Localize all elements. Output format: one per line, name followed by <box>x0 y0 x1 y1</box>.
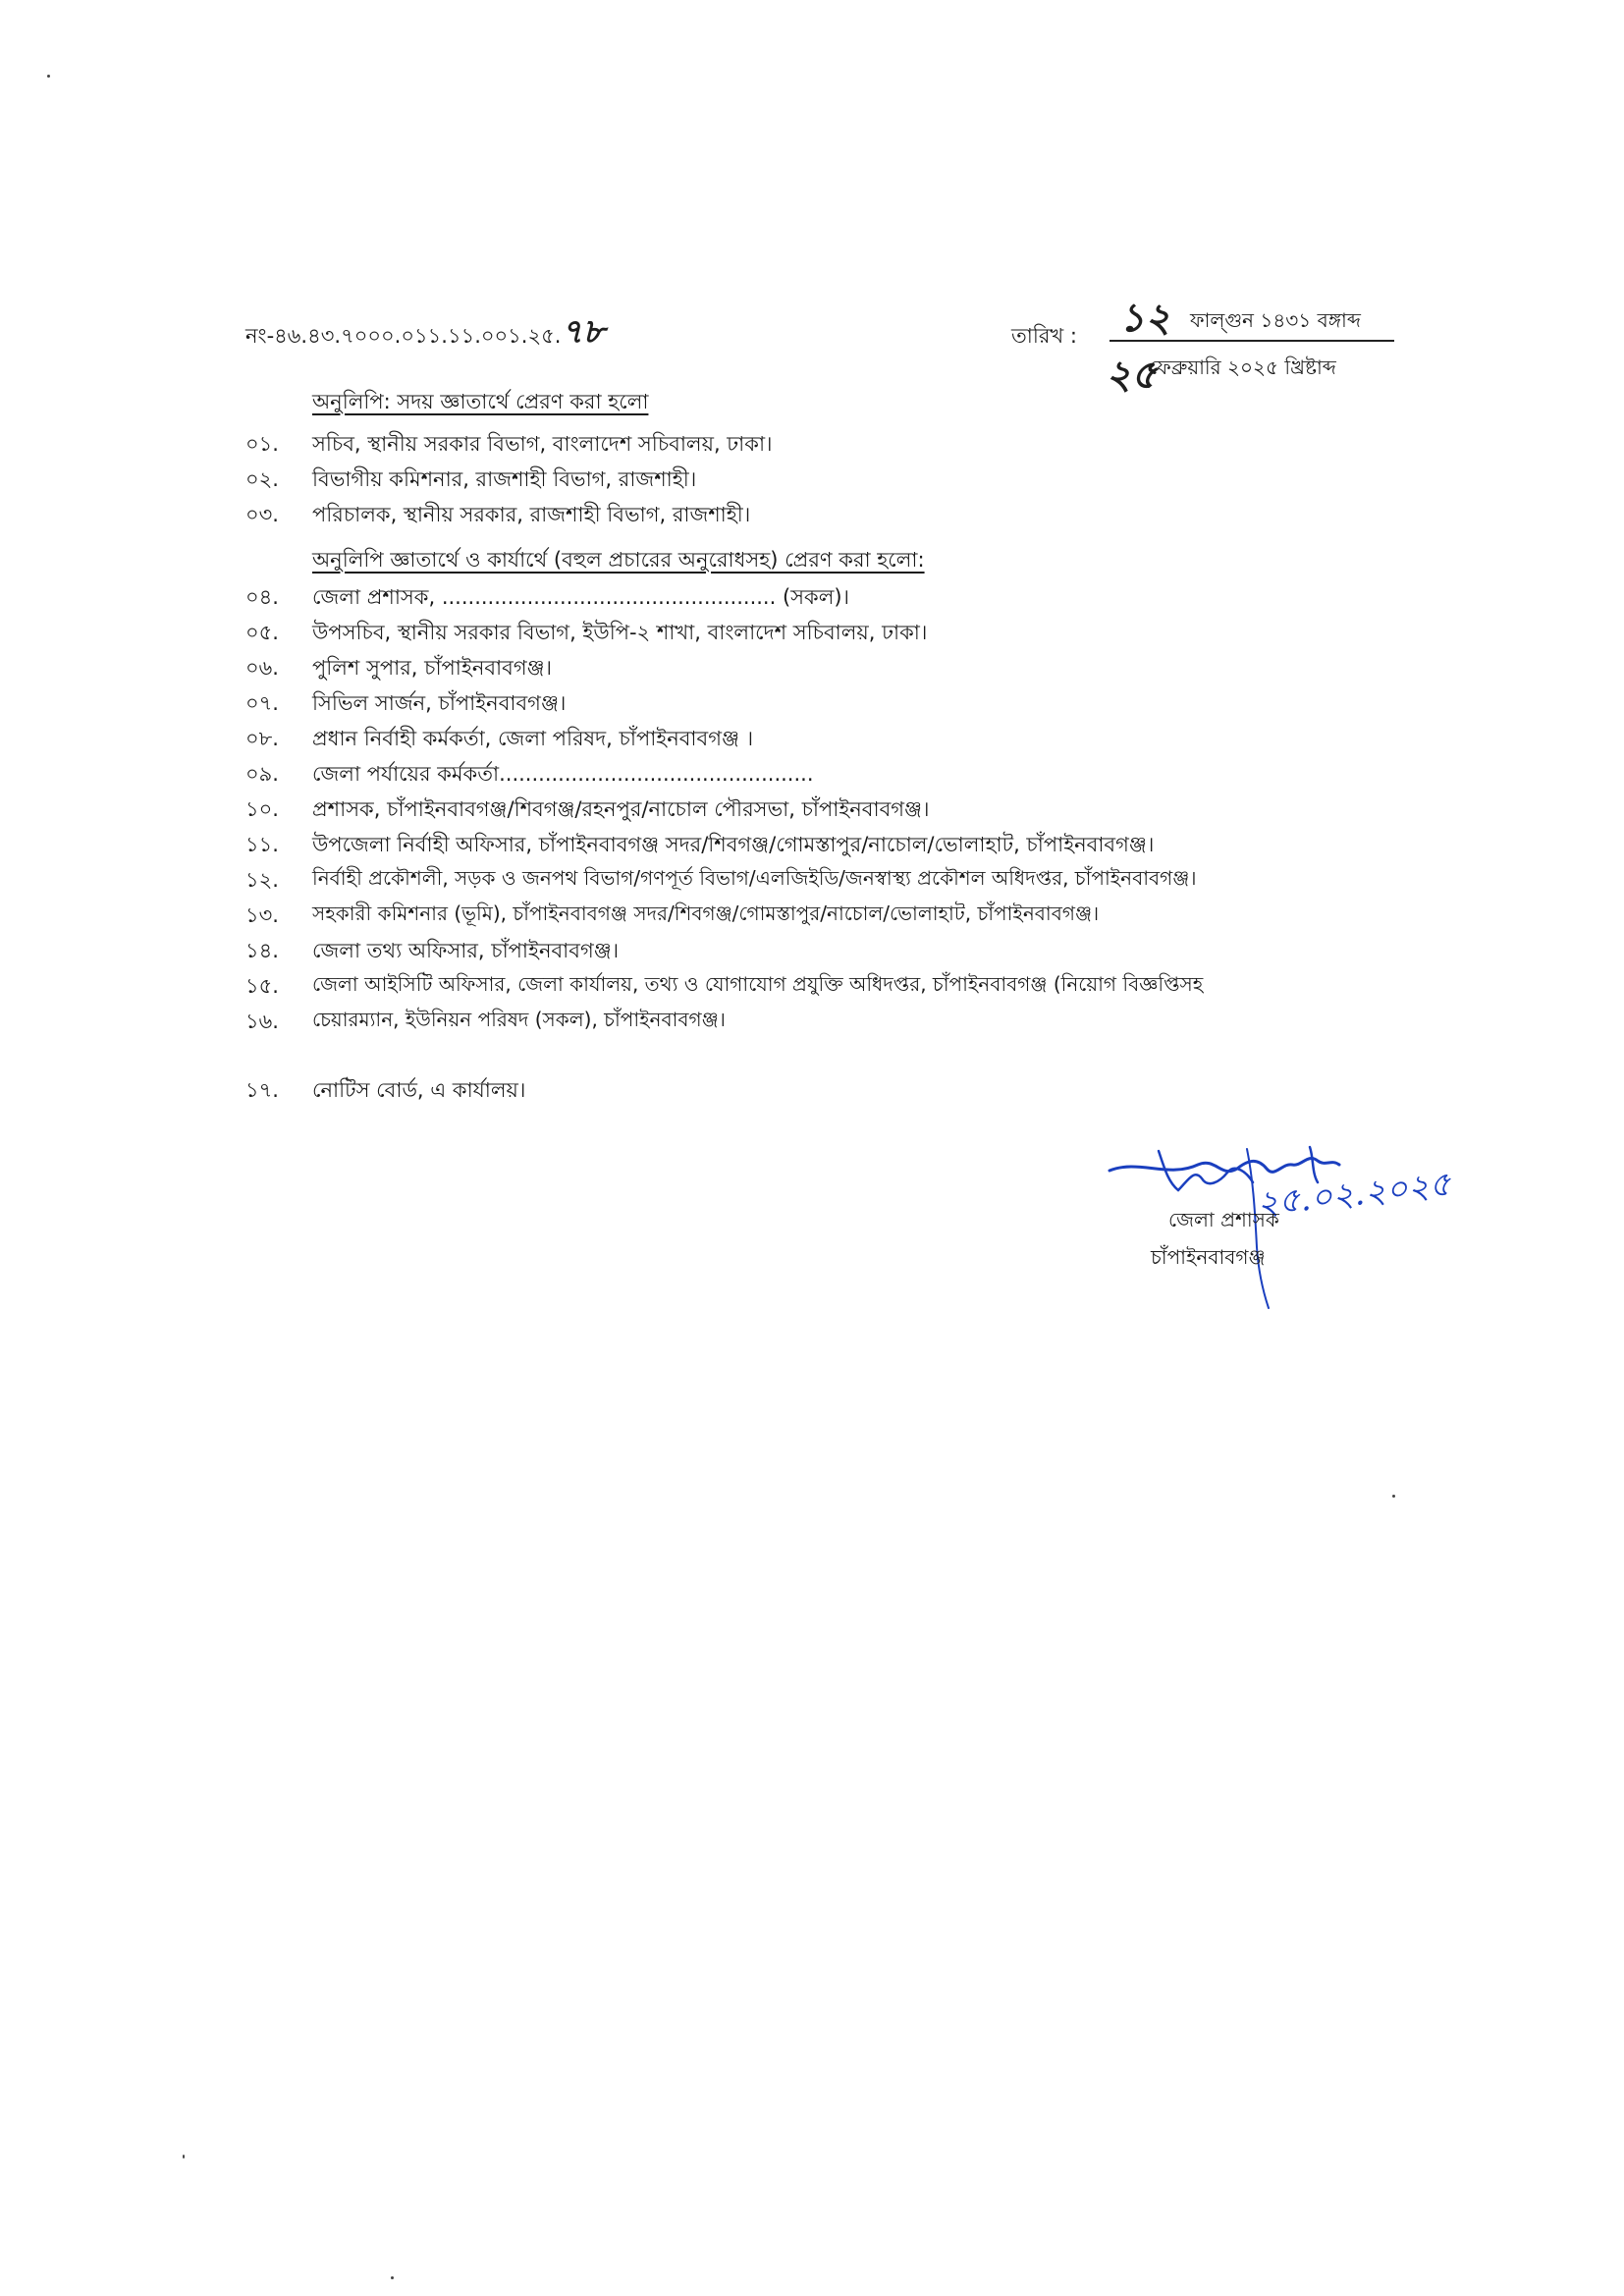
list-item-text: সচিব, স্থানীয় সরকার বিভাগ, বাংলাদেশ সচিবালয়, ঢাকা। <box>312 432 773 456</box>
list-item-number: ১৬. <box>245 1010 279 1033</box>
list-item-text: পরিচালক, স্থানীয় সরকার, রাজশাহী বিভাগ, রাজশাহী। <box>312 503 751 526</box>
list-item-number: ০৮. <box>245 727 279 750</box>
list-item-text: জেলা পর্যায়ের কর্মকর্তা................................................ <box>312 762 814 786</box>
scan-speck <box>391 2276 394 2279</box>
list-item-number: ১২. <box>245 868 279 892</box>
signature <box>1100 1139 1532 1316</box>
list-item-text: নোটিস বোর্ড, এ কার্যালয়। <box>312 1078 526 1102</box>
date-bangla-line <box>1110 289 1394 342</box>
list-item-text: উপজেলা নির্বাহী অফিসার, চাঁপাইনবাবগঞ্জ সদর/শিবগঞ্জ/গোমস্তাপুর/নাচোল/ভোলাহাট, চাঁপাইনবাবগঞ্জ। <box>312 833 1155 856</box>
scan-speck <box>183 2155 185 2159</box>
date-label: তারিখ : <box>1011 324 1077 348</box>
list-item-text: সিভিল সার্জন, চাঁপাইনবাবগঞ্জ। <box>312 691 567 715</box>
copy-heading-information: অনুলিপি: সদয় জ্ঞাতার্থে প্রেরণ করা হলো <box>312 390 649 413</box>
copy-heading-action: অনুলিপি জ্ঞাতার্থে ও কার্যার্থে (বহুল প্রচারের অনুরোধসহ) প্রেরণ করা হলো: <box>312 548 925 572</box>
list-item-text: প্রশাসক, চাঁপাইনবাবগঞ্জ/শিবগঞ্জ/রহনপুর/নাচোল পৌরসভা, চাঁপাইনবাবগঞ্জ। <box>312 797 930 821</box>
list-item-number: ১৩. <box>245 903 279 927</box>
list-item-number: ০৭. <box>245 691 279 715</box>
list-item-number: ১০. <box>245 797 279 821</box>
list-item-text: জেলা প্রশাসক, ................................................... (সকল)। <box>312 585 850 609</box>
list-item-text: নির্বাহী প্রকৌশলী, সড়ক ও জনপথ বিভাগ/গণপূর্ত বিভাগ/এলজিইডি/জনস্বাস্থ্য প্রকৌশল অধিদপ্তর, চাঁপাইনবাবগঞ্জ। <box>312 866 1197 890</box>
scan-speck <box>1392 1495 1395 1498</box>
list-item-number: ০৯. <box>245 762 279 786</box>
list-item-number: ০১. <box>245 432 279 456</box>
memo-reference-number: নং-৪৬.৪৩.৭০০০.০১১.১১.০০১.২৫. <box>245 324 562 348</box>
signature-date-handwritten: ২৫.০২.২০২৫ <box>1255 1164 1453 1225</box>
list-item-number: ১৭. <box>245 1078 279 1102</box>
list-item-number: ০২. <box>245 467 279 491</box>
date-english-line <box>1106 344 1394 398</box>
list-item-number: ১৫. <box>245 974 279 998</box>
date-bangla: ফাল্গুন ১৪৩১ বঙ্গাব্দ <box>1190 308 1361 332</box>
list-item-number: ০৬. <box>245 656 279 680</box>
signatory-title: জেলা প্রশাসক <box>1168 1208 1279 1231</box>
date-english: ফেব্রুয়ারি ২০২৫ খ্রিষ্টাব্দ <box>1149 355 1336 379</box>
memo-reference <box>245 306 605 362</box>
date-day-handwritten: ১২ <box>1119 295 1170 341</box>
scan-speck <box>47 75 50 78</box>
list-item-number: ০৪. <box>245 585 279 609</box>
memo-reference-handwritten: ৭৮ <box>561 312 605 352</box>
signatory-place: চাঁপাইনবাবগঞ্জ <box>1151 1245 1266 1269</box>
list-item-text: উপসচিব, স্থানীয় সরকার বিভাগ, ইউপি-২ শাখা, বাংলাদেশ সচিবালয়, ঢাকা। <box>312 621 928 644</box>
list-item-number: ১৪. <box>245 939 279 962</box>
list-item-text: চেয়ারম্যান, ইউনিয়ন পরিষদ (সকল), চাঁপাইনবাবগঞ্জ। <box>312 1008 726 1031</box>
list-item-text: সহকারী কমিশনার (ভূমি), চাঁপাইনবাবগঞ্জ সদর/শিবগঞ্জ/গোমস্তাপুর/নাচোল/ভোলাহাট, চাঁপাইনবাবগঞ্জ। <box>312 902 1100 925</box>
list-item-text: প্রধান নির্বাহী কর্মকর্তা, জেলা পরিষদ, চাঁপাইনবাবগঞ্জ । <box>312 727 754 750</box>
list-item-text: জেলা তথ্য অফিসার, চাঁপাইনবাবগঞ্জ। <box>312 939 620 962</box>
list-item-number: ০৩. <box>245 503 279 526</box>
list-item-text: জেলা আইসিটি অফিসার, জেলা কার্যালয়, তথ্য ও যোগাযোগ প্রযুক্তি অধিদপ্তর, চাঁপাইনবাবগঞ্জ (নিয়োগ বিজ্ঞপ্তিসহ <box>312 972 1204 996</box>
list-item-number: ১১. <box>245 833 279 856</box>
list-item-number: ০৫. <box>245 621 279 644</box>
list-item-text: পুলিশ সুপার, চাঁপাইনবাবগঞ্জ। <box>312 656 553 680</box>
date-day2-handwritten: ২৫ <box>1106 352 1157 398</box>
list-item-text: বিভাগীয় কমিশনার, রাজশাহী বিভাগ, রাজশাহী। <box>312 467 697 491</box>
